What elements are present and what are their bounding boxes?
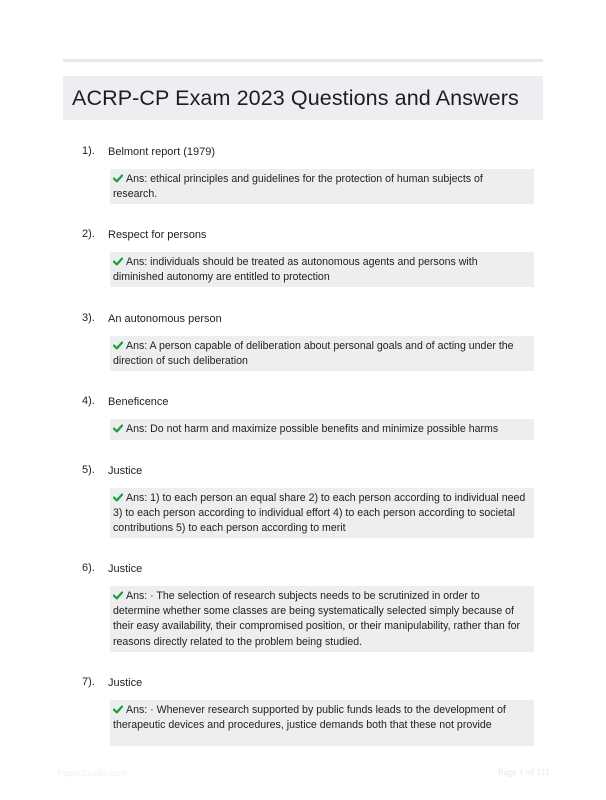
- answer-text: Ans: 1) to each person an equal share 2) to each person according to individual need 3) to each person according to individual effort 4) to each person according to societal contributions 5) to each person according to merit: [113, 492, 526, 535]
- answer-text: Ans: Do not harm and maximize possible benefits and minimize possible harms: [126, 423, 499, 435]
- question-text: Belmont report (1979): [108, 146, 215, 158]
- check-icon: [113, 591, 123, 600]
- question-number: 3).: [82, 312, 95, 324]
- answer-box: [110, 419, 534, 440]
- answer-text: Ans: A person capable of deliberation about personal goals and of acting under the direction of such deliberation: [113, 340, 514, 368]
- answer-box: [110, 336, 534, 371]
- question-text: Justice: [108, 563, 143, 575]
- check-icon: [113, 424, 123, 433]
- top-divider: [63, 59, 543, 62]
- page-number: Page 1 of 111: [498, 768, 550, 778]
- answer-text: Ans: · Whenever research supported by public funds leads to the development of therapeutic devices and procedures, justice demands both that these not provide: [113, 704, 506, 732]
- check-icon: [113, 257, 123, 266]
- check-icon: [113, 174, 123, 183]
- question-number: 1).: [82, 145, 95, 157]
- answer-text: Ans: ethical principles and guidelines for the protection of human subjects of research.: [113, 173, 483, 201]
- question-text: Respect for persons: [108, 229, 207, 241]
- answer-box: [110, 700, 534, 746]
- answer-box: [110, 586, 534, 652]
- answer-text: Ans: individuals should be treated as autonomous agents and persons with diminished autonomy are entitled to protection: [113, 256, 478, 284]
- answer-text: Ans: · The selection of research subjects needs to be scrutinized in order to determine whether some classes are being systematically selected simply because of their easy availability, their compromised position, or their manipulability, rather than for reasons directly related to the problem being studied.: [113, 590, 521, 648]
- question-number: 4).: [82, 395, 95, 407]
- question-number: 2).: [82, 228, 95, 240]
- question-number: 5).: [82, 464, 95, 476]
- question-text: Justice: [108, 465, 143, 477]
- question-text: An autonomous person: [108, 313, 222, 325]
- title-banner: [63, 76, 543, 120]
- question-text: Beneficence: [108, 396, 169, 408]
- footer-watermark: PaperStudio.com: [57, 768, 127, 778]
- check-icon: [113, 493, 123, 502]
- answer-box: [110, 169, 534, 204]
- page-title: ACRP-CP Exam 2023 Questions and Answers: [72, 85, 519, 110]
- question-number: 6).: [82, 562, 95, 574]
- answer-box: [110, 488, 534, 538]
- question-number: 7).: [82, 676, 95, 688]
- answer-box: [110, 252, 534, 287]
- question-text: Justice: [108, 677, 143, 689]
- check-icon: [113, 341, 123, 350]
- check-icon: [113, 705, 123, 714]
